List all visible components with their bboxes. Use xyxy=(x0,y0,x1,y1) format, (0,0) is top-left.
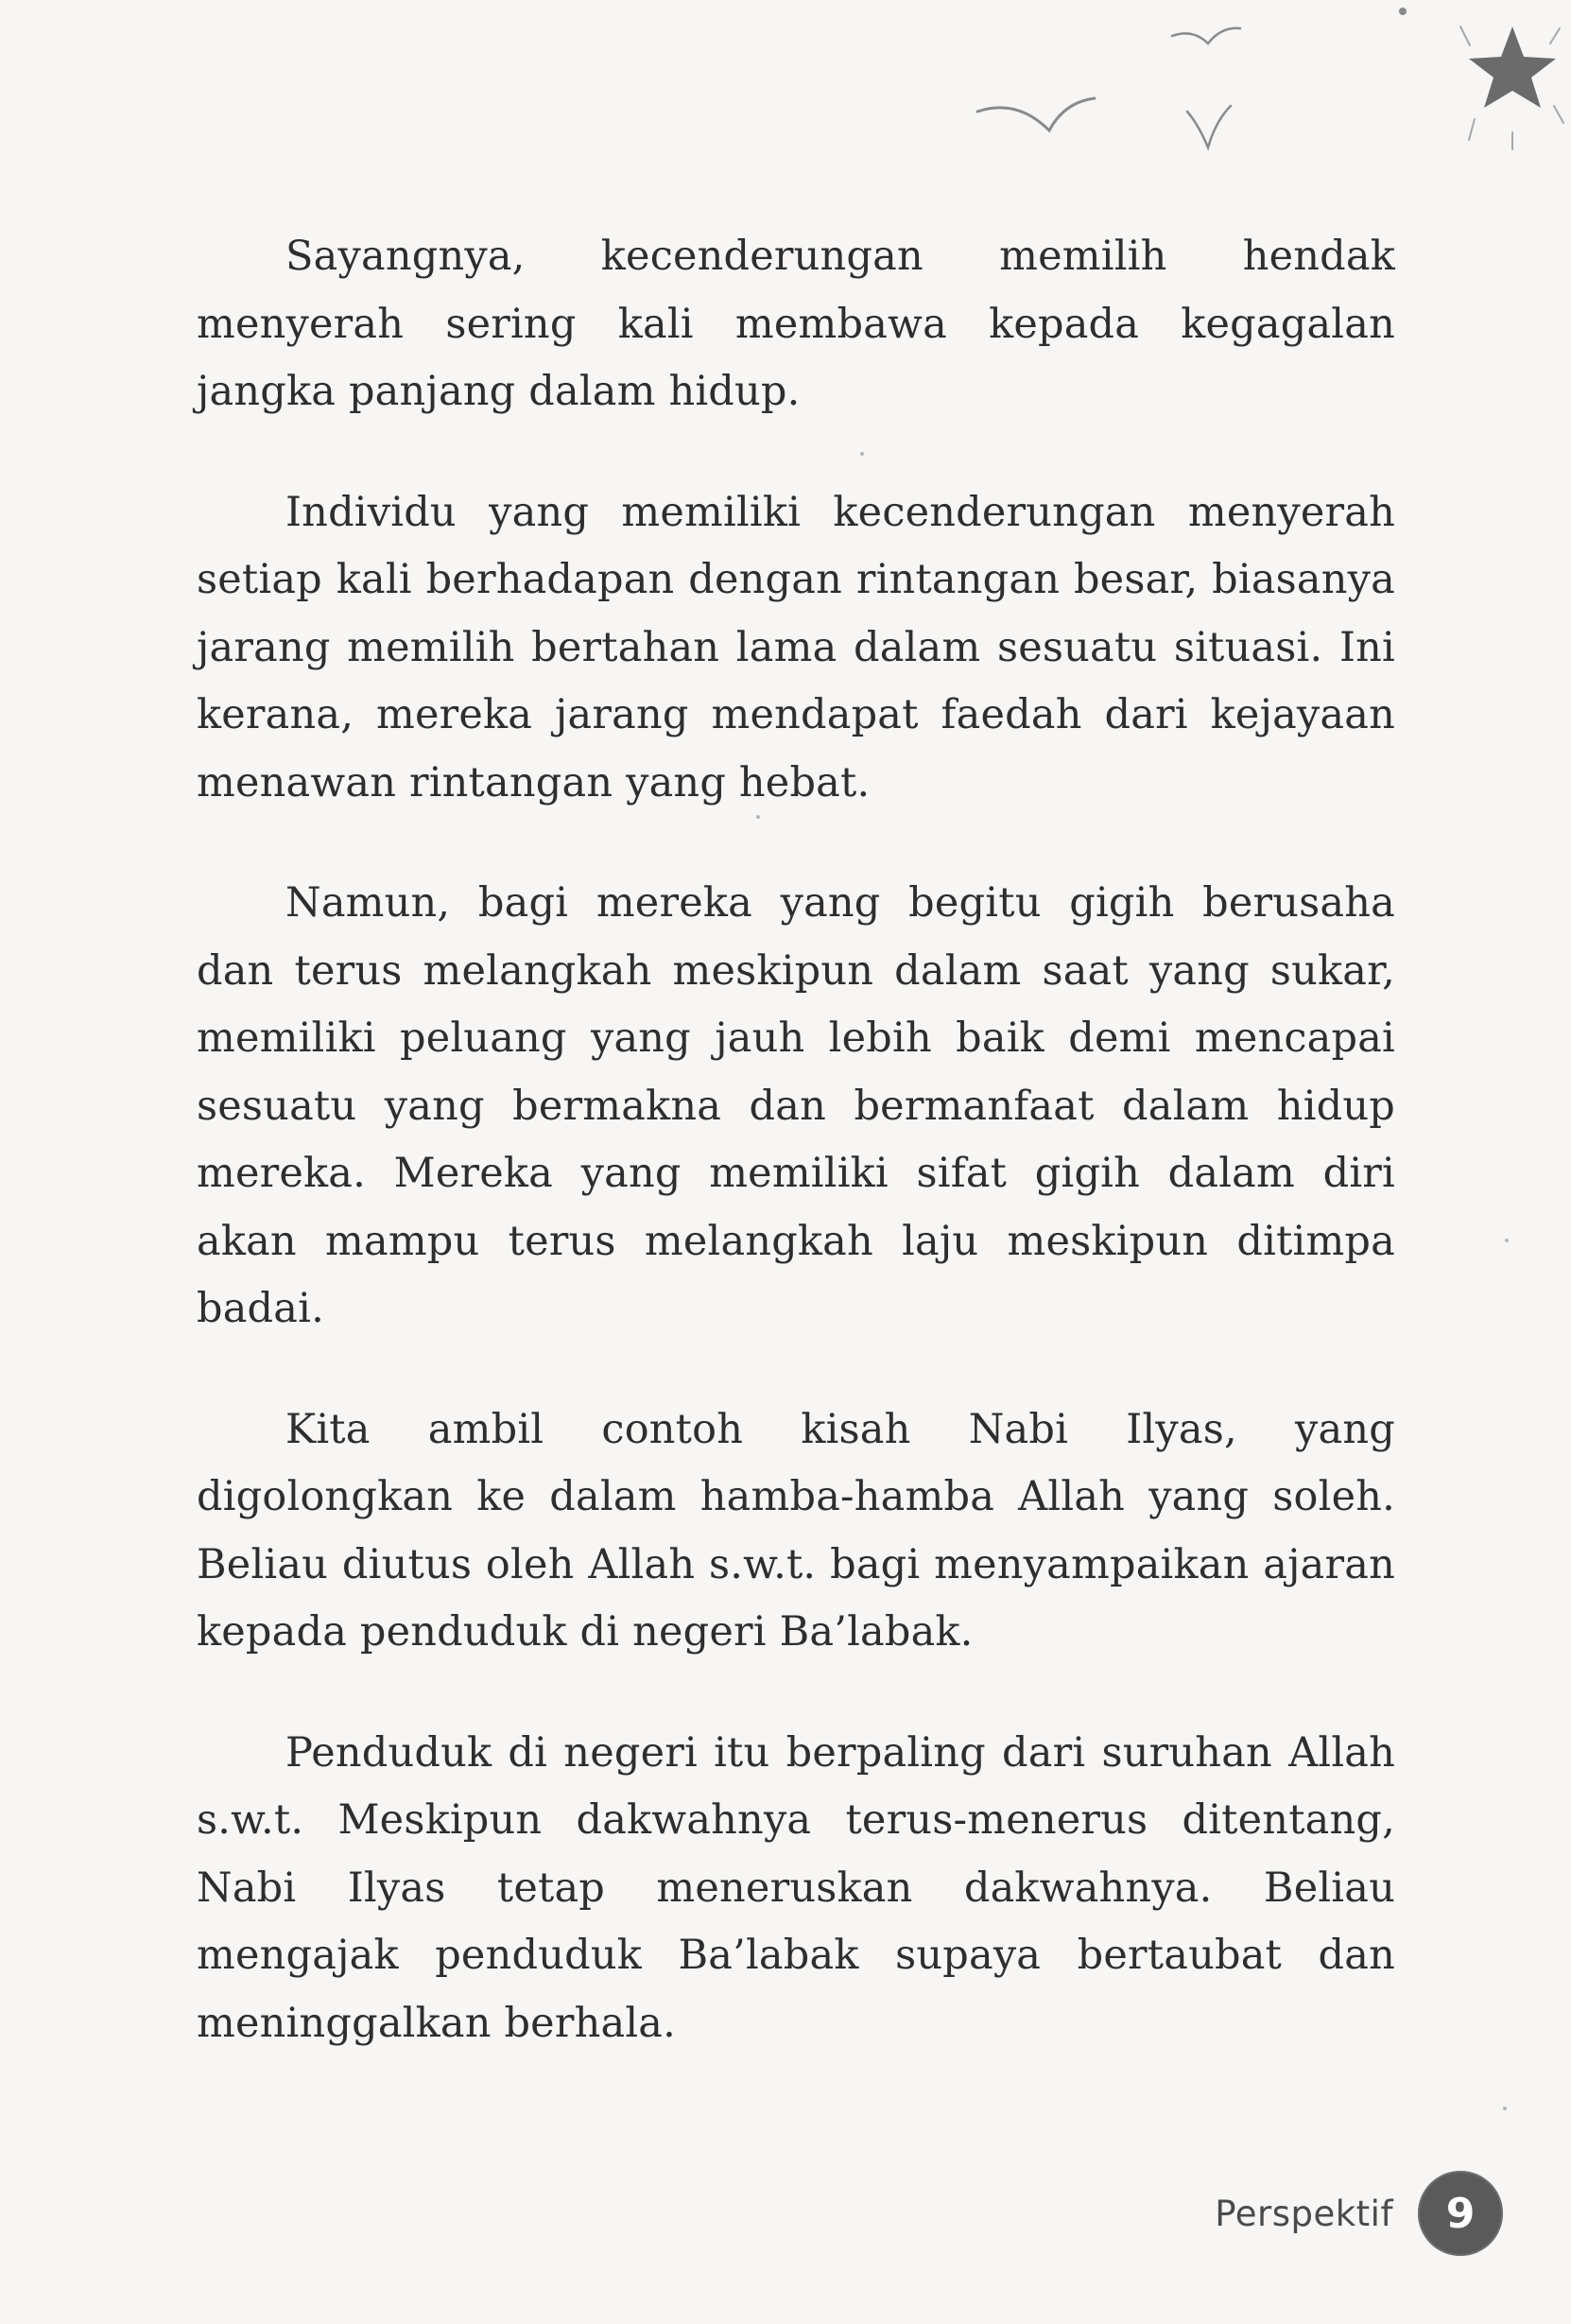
header-decoration xyxy=(0,0,1571,208)
speck-dot xyxy=(1505,1239,1509,1242)
paragraph: Penduduk di negeri itu berpaling dari suruhan Allah s.w.t. Meskipun dakwahnya terus-menerus ditentang, Nabi Ilyas tetap meneruskan dakwahnya. Beliau mengajak penduduk Ba’labak supaya bertaubat dan meninggalkan berhala. xyxy=(197,1728,1395,2047)
paragraph: Kita ambil contoh kisah Nabi Ilyas, yang digolongkan ke dalam hamba-hamba Allah yang soleh. Beliau diutus oleh Allah s.w.t. bagi menyampaikan ajaran kepada penduduk di negeri Ba’labak. xyxy=(197,1405,1395,1656)
paragraph: Individu yang memiliki kecenderungan menyerah setiap kali berhadapan dengan rintangan besar, biasanya jarang memilih bertahan lama dalam sesuatu situasi. Ini kerana, mereka jarang mendapat faedah dari kejayaan menawan rintangan yang hebat. xyxy=(197,488,1395,806)
star-icon xyxy=(1469,26,1556,108)
bird-icon xyxy=(1172,28,1240,43)
speck-dot xyxy=(756,815,760,819)
bird-icon xyxy=(1187,106,1231,147)
body-text xyxy=(197,223,1395,2057)
page-number-badge: 9 xyxy=(1418,2171,1503,2256)
book-title: Perspektif xyxy=(1215,2193,1393,2234)
bird-icon xyxy=(977,98,1095,130)
page-footer xyxy=(1215,2171,1503,2256)
paragraph: Sayangnya, kecenderungan memilih hendak menyerah sering kali membawa kepada kegagalan jangka panjang dalam hidup. xyxy=(197,233,1395,415)
paragraph: Namun, bagi mereka yang begitu gigih berusaha dan terus melangkah meskipun dalam saat yang sukar, memiliki peluang yang jauh lebih baik demi mencapai sesuatu yang bermakna dan bermanfaat dalam hidup mereka. Mereka yang memiliki sifat gigih dalam diri akan mampu terus melangkah laju meskipun ditimpa badai. xyxy=(197,879,1395,1332)
speck-dot xyxy=(1399,8,1407,15)
speck-dot xyxy=(860,452,864,456)
speck-dot xyxy=(1503,2107,1507,2110)
